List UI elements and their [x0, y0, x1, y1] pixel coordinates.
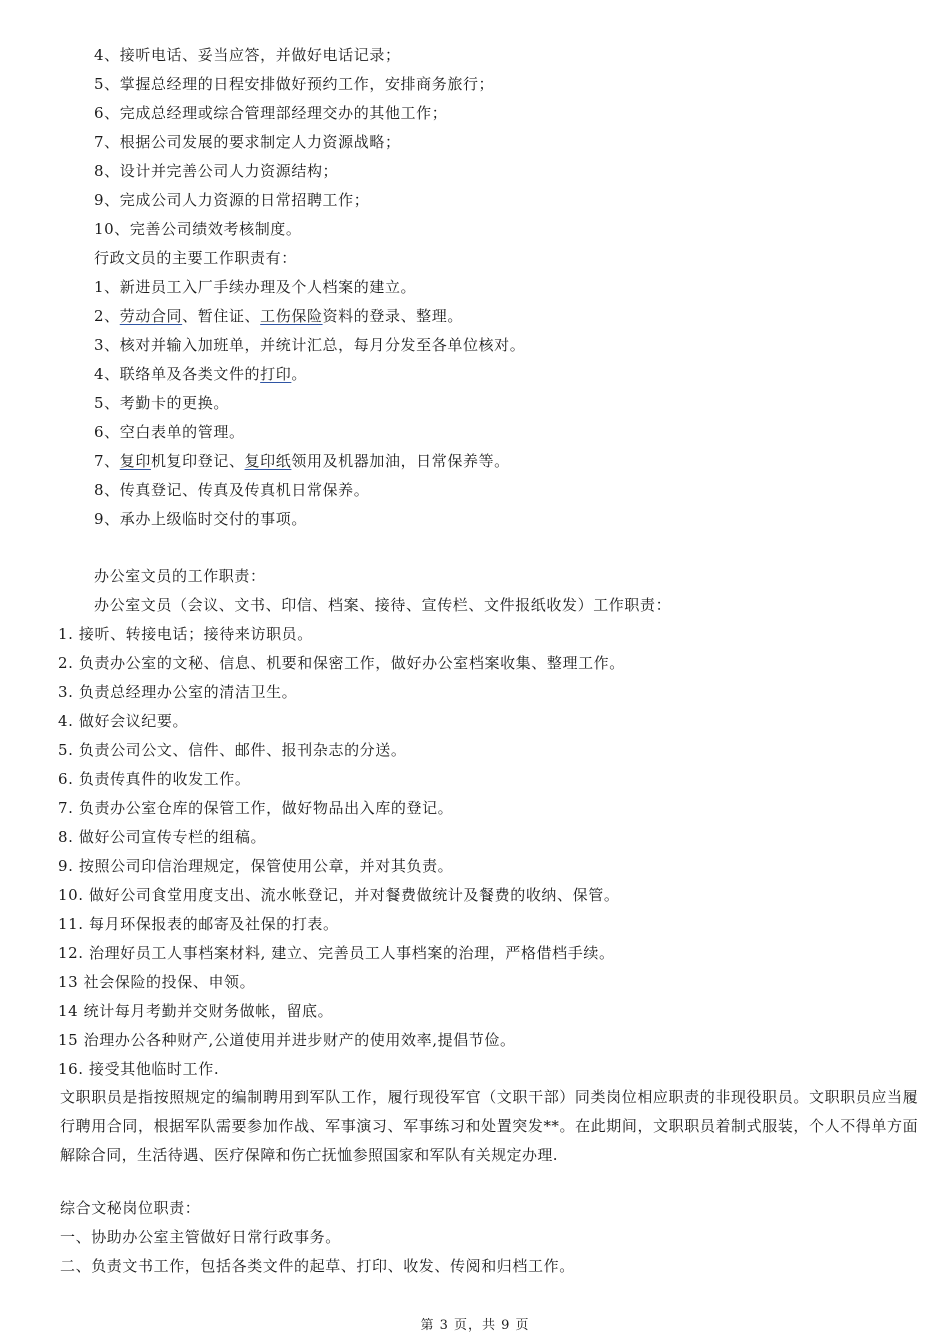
- list-item: 11. 每月环保报表的邮寄及社保的打表。: [58, 915, 339, 933]
- list-item: 7. 负责办公室仓库的保管工作，做好物品出入库的登记。: [58, 799, 454, 817]
- list-item: 8. 做好公司宣传专栏的组稿。: [58, 828, 267, 846]
- item-prefix: 7、: [94, 452, 120, 470]
- item-text: 机复印登记、: [150, 452, 245, 470]
- list-item: 10. 做好公司食堂用度支出、流水帐登记，并对餐费做统计及餐费的收纳、保管。: [58, 886, 620, 904]
- section-subheading-office: 办公室文员（会议、文书、印信、档案、接待、宣传栏、文件报纸收发）工作职责：: [94, 596, 672, 614]
- list-item: 3. 负责总经理办公室的清洁卫生。: [58, 683, 298, 701]
- list-item: 1. 接听、转接电话；接待来访职员。: [58, 625, 313, 643]
- section-heading-clerk: 行政文员的主要工作职责有：: [94, 249, 297, 267]
- list-item: 7、根据公司发展的要求制定人力资源战略；: [94, 133, 401, 151]
- link-injury-insurance[interactable]: 工伤保险: [260, 307, 323, 325]
- section-heading-office: 办公室文员的工作职责：: [94, 567, 266, 585]
- item-text: 、暂住证、: [182, 307, 261, 325]
- list-item: 12. 治理好员工人事档案材料, 建立、完善员工人事档案的治理，严格借档手续。: [58, 944, 615, 962]
- list-item: 8、传真登记、传真及传真机日常保养。: [94, 481, 370, 499]
- item-text: 4、联络单及各类文件的: [94, 365, 261, 383]
- list-item: 5、掌握总经理的日程安排做好预约工作，安排商务旅行；: [94, 75, 495, 93]
- list-item: [94, 306, 463, 326]
- list-item: [94, 364, 307, 384]
- civilian-staff-paragraph: 文职职员是指按照规定的编制聘用到军队工作，履行现役军官（文职干部）同类岗位相应职责的非现役职员。文职职员应当履行聘用合同，根据军队需要参加作战、军事演习、军事练习和处置突发**。在此期间，文职职员着制式服装，个人不得单方面解除合同，生活待遇、医疗保障和伤亡抚恤参照国家和军队有关规定办理.: [60, 1088, 918, 1164]
- list-item: 14 统计每月考勤并交财务做帐，留底。: [58, 1002, 334, 1020]
- list-item: 2. 负责办公室的文秘、信息、机要和保密工作，做好办公室档案收集、整理工作。: [58, 654, 625, 672]
- list-item: 9、承办上级临时交付的事项。: [94, 510, 307, 528]
- list-item: 9. 按照公司印信治理规定，保管使用公章，并对其负责。: [58, 857, 454, 875]
- link-labor-contract[interactable]: 劳动合同: [119, 307, 183, 325]
- item-text: 。: [291, 365, 307, 383]
- link-copy[interactable]: 复印: [119, 452, 151, 470]
- list-item: 5. 负责公司公文、信件、邮件、报刊杂志的分送。: [58, 741, 407, 759]
- list-item: 二、负责文书工作，包括各类文件的起草、打印、收发、传阅和归档工作。: [60, 1257, 575, 1275]
- page-number: 第 3 页，共 9 页: [420, 1318, 530, 1333]
- list-item: 6、完成总经理或综合管理部经理交办的其他工作；: [94, 104, 448, 122]
- list-item: 5、考勤卡的更换。: [94, 394, 229, 412]
- list-item: 13 社会保险的投保、申领。: [58, 973, 256, 991]
- list-item: 4、接听电话、妥当应答，并做好电话记录；: [94, 46, 401, 64]
- list-item: 6. 负责传真件的收发工作。: [58, 770, 251, 788]
- list-item: 4. 做好会议纪要。: [58, 712, 189, 730]
- list-item: [94, 451, 510, 471]
- list-item: 10、完善公司绩效考核制度。: [94, 220, 302, 238]
- section-heading-secretary: 综合文秘岗位职责：: [60, 1199, 201, 1217]
- link-copy-paper[interactable]: 复印纸: [244, 452, 292, 470]
- item-text: 资料的登录、整理。: [322, 307, 463, 325]
- list-item: 一、协助办公室主管做好日常行政事务。: [60, 1228, 341, 1246]
- list-item: 6、空白表单的管理。: [94, 423, 245, 441]
- item-prefix: 2、: [94, 307, 120, 325]
- list-item: 9、完成公司人力资源的日常招聘工作；: [94, 191, 370, 209]
- list-item: 1、新进员工入厂手续办理及个人档案的建立。: [94, 278, 417, 296]
- list-item: 15 治理办公各种财产,公道使用并进步财产的使用效率,提倡节俭。: [58, 1031, 516, 1049]
- list-item: 16. 接受其他临时工作.: [58, 1060, 220, 1078]
- item-text: 领用及机器加油，日常保养等。: [291, 452, 510, 470]
- list-item: 8、设计并完善公司人力资源结构；: [94, 162, 339, 180]
- list-item: 3、核对并输入加班单，并统计汇总，每月分发至各单位核对。: [94, 336, 526, 354]
- link-print[interactable]: 打印: [260, 365, 292, 383]
